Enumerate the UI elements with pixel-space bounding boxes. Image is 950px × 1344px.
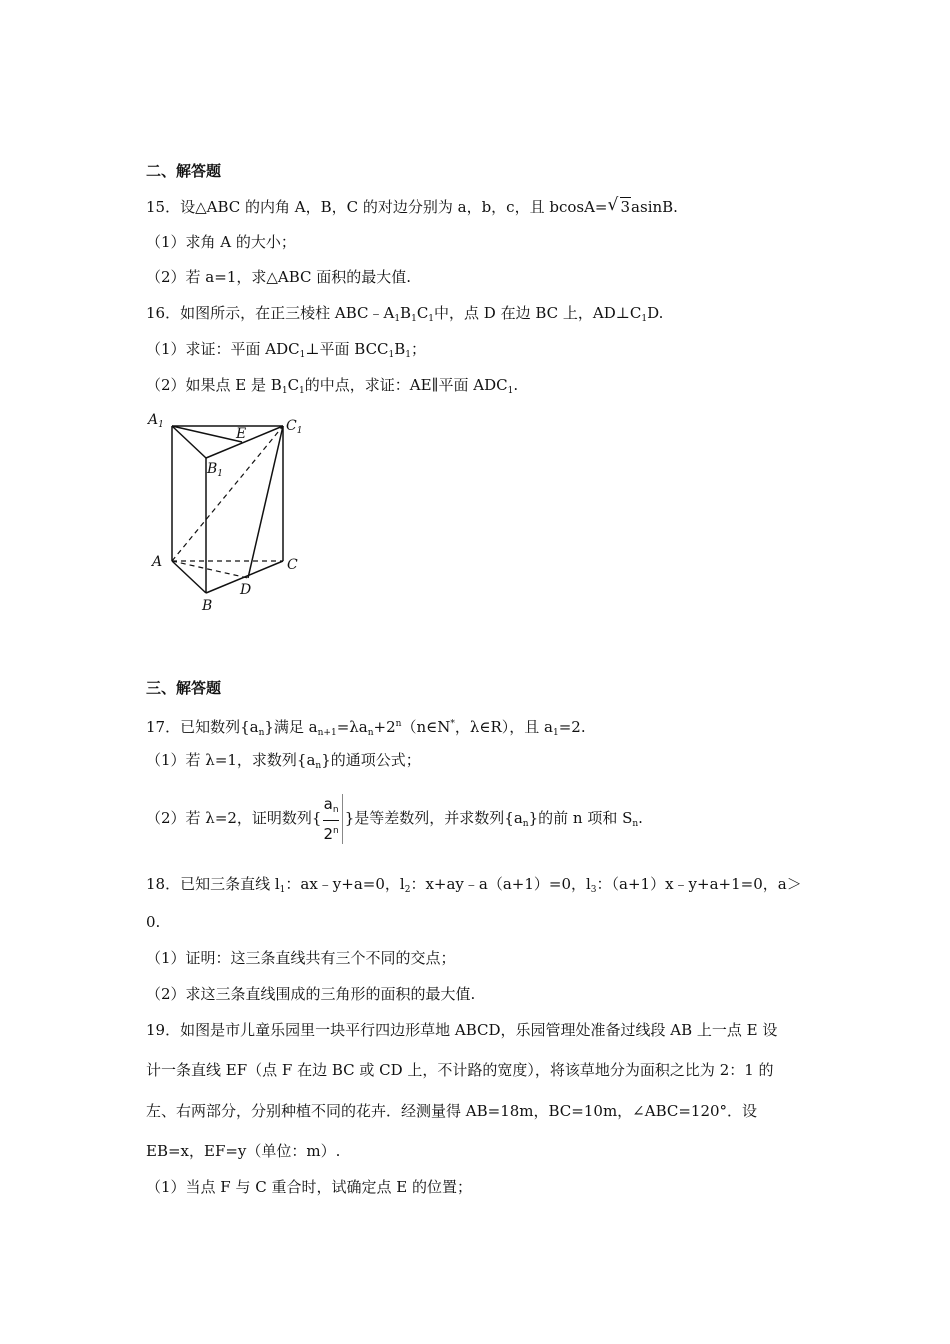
edge-ad-hidden xyxy=(172,561,248,578)
q17-part1: （1）若 λ=1，求数列$\{a_n\}$的通项公式； xyxy=(146,751,421,771)
q16-part1: （1）求证：平面 $ADC_1\perp$平面 $BCC_1B_1$； xyxy=(146,340,427,360)
q19-line1: 19．如图是市儿童乐园里一块平行四边形草地 ABCD，乐园管理处准备过线段 AB 上一点 E 设 xyxy=(146,1021,778,1039)
q15-part1: （1）求角 A 的大小； xyxy=(146,233,296,251)
edge-a1b1 xyxy=(172,426,206,458)
q17-part2: （2）若 λ=2，证明数列{ $\frac{a_n}{2^n}$ }是等差数列，并求数列$\{a_n\}$的前 n 项和 $S_n$. xyxy=(146,795,643,843)
q15-part2: （2）若 a=1，求△ABC 面积的最大值. xyxy=(146,268,412,286)
label-c: C xyxy=(287,557,298,573)
section-heading-3: 三、解答题 xyxy=(146,679,222,697)
q18-part1: （1）证明：这三条直线共有三个不同的交点； xyxy=(146,949,456,967)
q19-line2: 计一条直线 EF（点 F 在边 BC 或 CD 上，不计路的宽度），将该草地分为面积之比为 2：1 的 xyxy=(146,1061,774,1079)
label-a1: $A_1$ xyxy=(148,412,164,430)
label-b: B xyxy=(202,598,213,614)
edge-ac1-hidden xyxy=(172,426,283,561)
q18-part2: （2）求这三条直线围成的三角形的面积的最大值. xyxy=(146,985,476,1003)
edge-ab xyxy=(172,561,206,593)
edge-a1e xyxy=(172,426,242,442)
q16-part2: （2）如果点 E 是 $B_1C_1$的中点，求证：AE∥平面 $ADC_1$. xyxy=(146,376,519,396)
section-heading-2: 二、解答题 xyxy=(146,162,222,180)
q18-stem-cont: 0. xyxy=(146,913,161,931)
label-a: A xyxy=(152,554,163,570)
q17-stem: 17．已知数列$\{a_n\}$满足 $a_{n+1}=\lambda a_n+2^n(n\in N^*$，λ∈R），且 $a_1=2$. xyxy=(146,718,586,738)
sqrt-symbol: √ 3 xyxy=(607,195,631,216)
q19-line3: 左、右两部分，分别种植不同的花卉．经测量得 AB=18m，BC=10m，∠ABC=120°．设 xyxy=(146,1102,758,1120)
q16-stem: 16．如图所示，在正三棱柱 $ABC﹣A_1B_1C_1$中，点 D 在边 BC 上，$AD\perp C_1D$. xyxy=(146,304,664,324)
label-e: E xyxy=(236,426,247,442)
q15-stem: 15．设△ABC 的内角 A，B，C 的对边分别为 a，b，c，且 bcosA= √ 3asinB. xyxy=(146,195,678,216)
q19-line4: EB=x，EF=y（单位：m）. xyxy=(146,1142,341,1160)
label-d: D xyxy=(240,582,252,598)
q18-stem: 18．已知三条直线 $l_1$：ax﹣y+a=0，$l_2$：x+ay﹣a（a+1）=0，$l_3$：（a+1）x﹣y+a+1=0，a＞ xyxy=(146,875,802,895)
label-c1: $C_1$ xyxy=(286,418,303,436)
edge-c1d xyxy=(248,426,283,578)
prism-figure xyxy=(146,408,316,618)
label-b1: $B_1$ xyxy=(207,461,224,479)
q19-part1: （1）当点 F 与 C 重合时，试确定点 E 的位置； xyxy=(146,1178,472,1196)
fraction-an-over-2n: $\frac{a_n}{2^n}$ xyxy=(323,794,342,844)
